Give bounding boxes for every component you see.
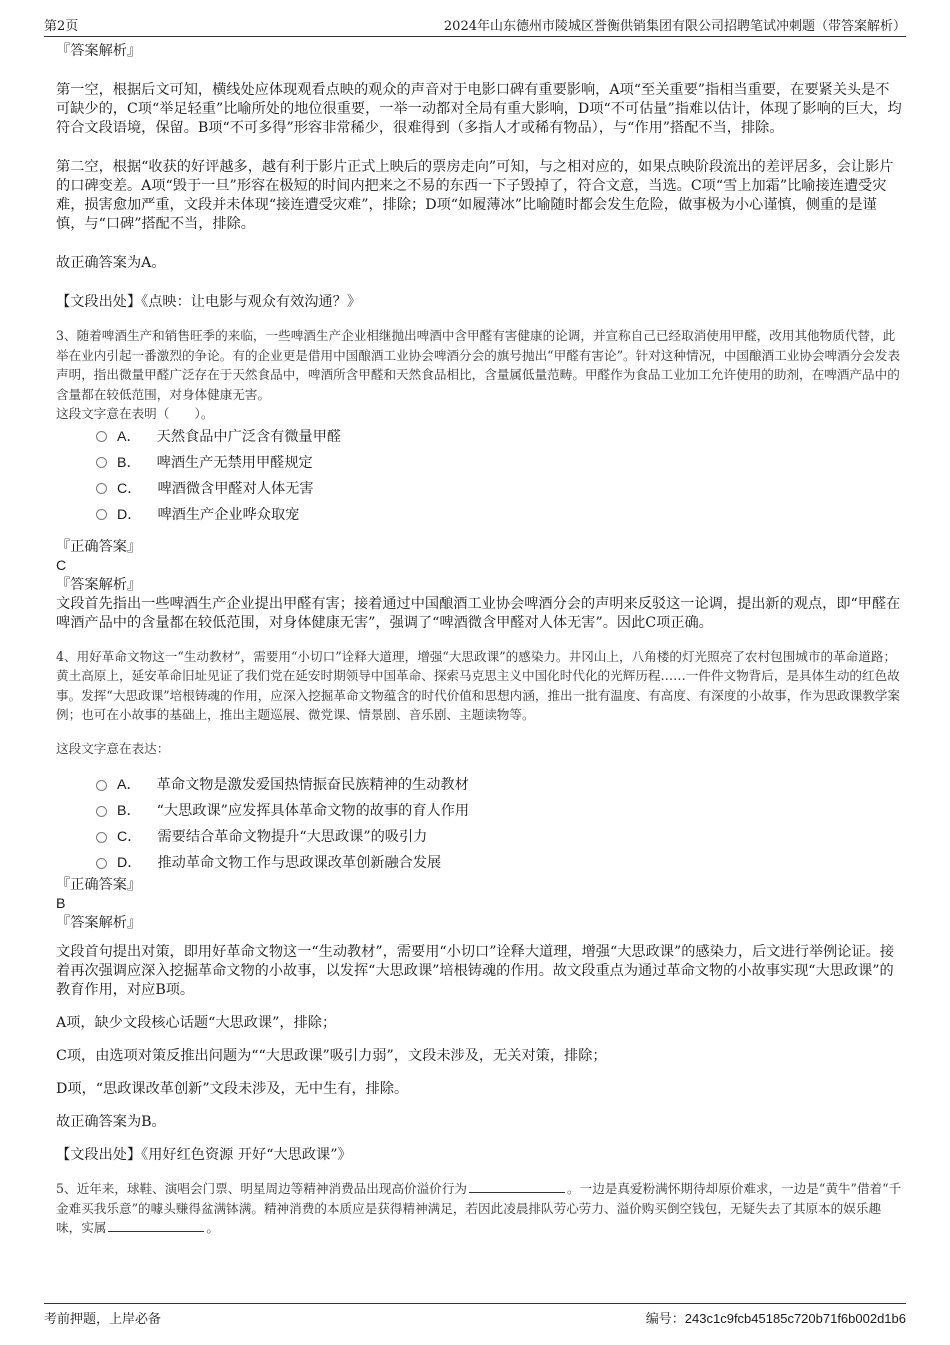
analysis-paragraph: 文段首先指出一些啤酒生产企业提出甲醛有害；接着通过中国酿酒工业协会啤酒分会的声明来反驳这一论调，提出新的观点，即“甲醛在啤酒产品中的含量都在较低范围，对身体健康无害”，强调了“啤酒微含甲醛对人体无害”。因此C项正确。	[56, 595, 901, 631]
answer-label: 『正确答案』	[56, 538, 142, 555]
question-prompt: 这段文字意在表明（ ）。	[56, 406, 214, 421]
page-header	[44, 10, 906, 37]
document-title: 2024年山东德州市陵城区誉衡供销集团有限公司招聘笔试冲刺题（带答案解析）	[443, 19, 906, 34]
question-stem: 5、近年来，球鞋、演唱会门票、明星周边等精神消费品出现高价溢价行为 。一边是真爱粉满怀期待却原价难求，一边是“黄牛”借着“千金难买我乐意”的噱头赚得盆满钵满。精神消费的本质应是获得精神满足，若因此凌晨排队劳心劳力、溢价购买倒空钱包，无疑失去了其原本的娱乐趣味，实属 。	[56, 1181, 902, 1235]
radio-icon[interactable]	[96, 780, 107, 791]
option-d[interactable]: D． 推动革命文物工作与思政课改革创新融合发展	[96, 850, 902, 876]
analysis-paragraph: D项，“思政课改革创新”文段未涉及，无中生有，排除。	[56, 1081, 409, 1097]
radio-icon[interactable]	[96, 858, 107, 869]
radio-icon[interactable]	[96, 832, 107, 843]
analysis-label: 『答案解析』	[56, 576, 142, 593]
footer-slogan: 考前押题，上岸必备	[44, 1312, 162, 1327]
radio-icon[interactable]	[96, 806, 107, 817]
radio-icon[interactable]	[96, 483, 107, 494]
radio-icon[interactable]	[96, 431, 107, 442]
option-a[interactable]: A． 革命文物是激发爱国热情振奋民族精神的生动教材	[96, 772, 902, 798]
option-b[interactable]: B． “大思政课”应发挥具体革命文物的故事的育人作用	[96, 798, 902, 824]
question-prompt: 这段文字意在表达：	[56, 740, 170, 756]
document-code: 编号：243c1c9fcb45185c720b71f6b002d1b6	[645, 1311, 906, 1327]
option-c[interactable]: C． 啤酒微含甲醛对人体无害	[96, 476, 902, 502]
option-a[interactable]: A． 天然食品中广泛含有微量甲醛	[96, 424, 902, 450]
analysis-paragraph: A项，缺少文段核心话题“大思政课”，排除；	[56, 1015, 337, 1031]
option-b[interactable]: B． 啤酒生产无禁用甲醛规定	[96, 450, 902, 476]
answer-value: C	[56, 557, 67, 574]
analysis-conclusion: 故正确答案为B。	[56, 1114, 166, 1130]
analysis-paragraph: C项，由选项对策反推出问题为““大思政课”吸引力弱”，文段未涉及，无关对策，排除；	[56, 1048, 607, 1064]
document-body	[56, 42, 902, 1238]
radio-icon[interactable]	[96, 509, 107, 520]
answer-label: 『正确答案』	[56, 877, 142, 893]
option-d[interactable]: D． 啤酒生产企业哗众取宠	[96, 502, 902, 528]
radio-icon[interactable]	[96, 457, 107, 468]
passage-source: 【文段出处】《用好红色资源 开好“大思政课”》	[56, 1147, 352, 1163]
answer-value: B	[56, 896, 66, 912]
page-number: 第2页	[44, 19, 79, 34]
options-list	[96, 424, 902, 528]
analysis-label: 『答案解析』	[56, 915, 142, 931]
analysis-paragraph: 第二空，根据“收获的好评越多，越有利于影片正式上映后的票房走向”可知，与之相对应的，如果点映阶段流出的差评居多，会让影片的口碑变差。A项“毁于一旦”形容在极短的时间内把来之不易的东西一下子毁掉了，符合文意，当选。C项“雪上加霜”比喻接连遭受灾难，损害愈加严重，文段并未体现“接连遭受灾难”，排除；D项“如履薄冰”比喻随时都会发生危险，做事极为小心谨慎，侧重的是谨慎，与“口碑”搭配不当，排除。	[56, 159, 894, 232]
analysis-label: 『答案解析』	[56, 43, 142, 59]
fill-blank[interactable]	[108, 1219, 204, 1232]
options-list	[96, 772, 902, 876]
page-footer	[44, 1303, 906, 1334]
fill-blank[interactable]	[469, 1180, 565, 1193]
question-stem: 4、用好革命文物这一“生动教材”，需要用“小切口”诠释大道理，增强“大思政课”的感染力。井冈山上，八角楼的灯光照亮了农村包围城市的革命道路；黄土高原上，延安革命旧址见证了我们党在延安时期领导中国革命、探索马克思主义中国化时代化的光辉历程……一件件文物背后，是具体生动的红色故事。发挥“大思政课”培根铸魂的作用，应深入挖掘革命文物蕴含的时代价值和思想内涵，推出一批有温度、有高度、有深度的小故事，作为思政课教学案例；也可在小故事的基础上，推出主题巡展、微党课、情景剧、音乐剧、主题读物等。	[56, 648, 901, 722]
analysis-paragraph: 第一空，根据后文可知，横线处应体现观看点映的观众的声音对于电影口碑有重要影响，A项“至关重要”指相当重要，在要紧关头是不可缺少的，C项“举足轻重”比喻所处的地位很重要，一举一动都对全局有重大影响，D项“不可估量”指难以估计，体现了影响的巨大，均符合文段语境，保留。B项“不可多得”形容非常稀少，很难得到（多指人才或稀有物品），与“作用”搭配不当，排除。	[56, 82, 902, 136]
question-stem: 3、随着啤酒生产和销售旺季的来临，一些啤酒生产企业相继抛出啤酒中含甲醛有害健康的论调，并宣称自己已经取消使用甲醛，改用其他物质代替，此举在业内引起一番激烈的争论。有的企业更是借用中国酿酒工业协会啤酒分会的旗号抛出“甲醛有害论”。针对这种情况，中国酿酒工业协会啤酒分会发表声明，指出微量甲醛广泛存在于天然食品中，啤酒所含甲醛和天然食品相比，含量属低量范畴。甲醛作为食品工业加工允许使用的助剂，在啤酒产品中的含量都在较低范围，对身体健康无害。	[56, 328, 901, 402]
option-c[interactable]: C． 需要结合革命文物提升“大思政课”的吸引力	[96, 824, 902, 850]
passage-source: 【文段出处】《点映：让电影与观众有效沟通？》	[56, 294, 362, 310]
analysis-conclusion: 故正确答案为A。	[56, 255, 166, 271]
analysis-paragraph: 文段首句提出对策，即用好革命文物这一“生动教材”，需要用“小切口”诠释大道理，增强“大思政课”的感染力，后文进行举例论证。接着再次强调应深入挖掘革命文物的小故事，以发挥“大思政课”培根铸魂的作用。故文段重点为通过革命文物的小故事实现“大思政课”的教育作用，对应B项。	[56, 944, 895, 998]
